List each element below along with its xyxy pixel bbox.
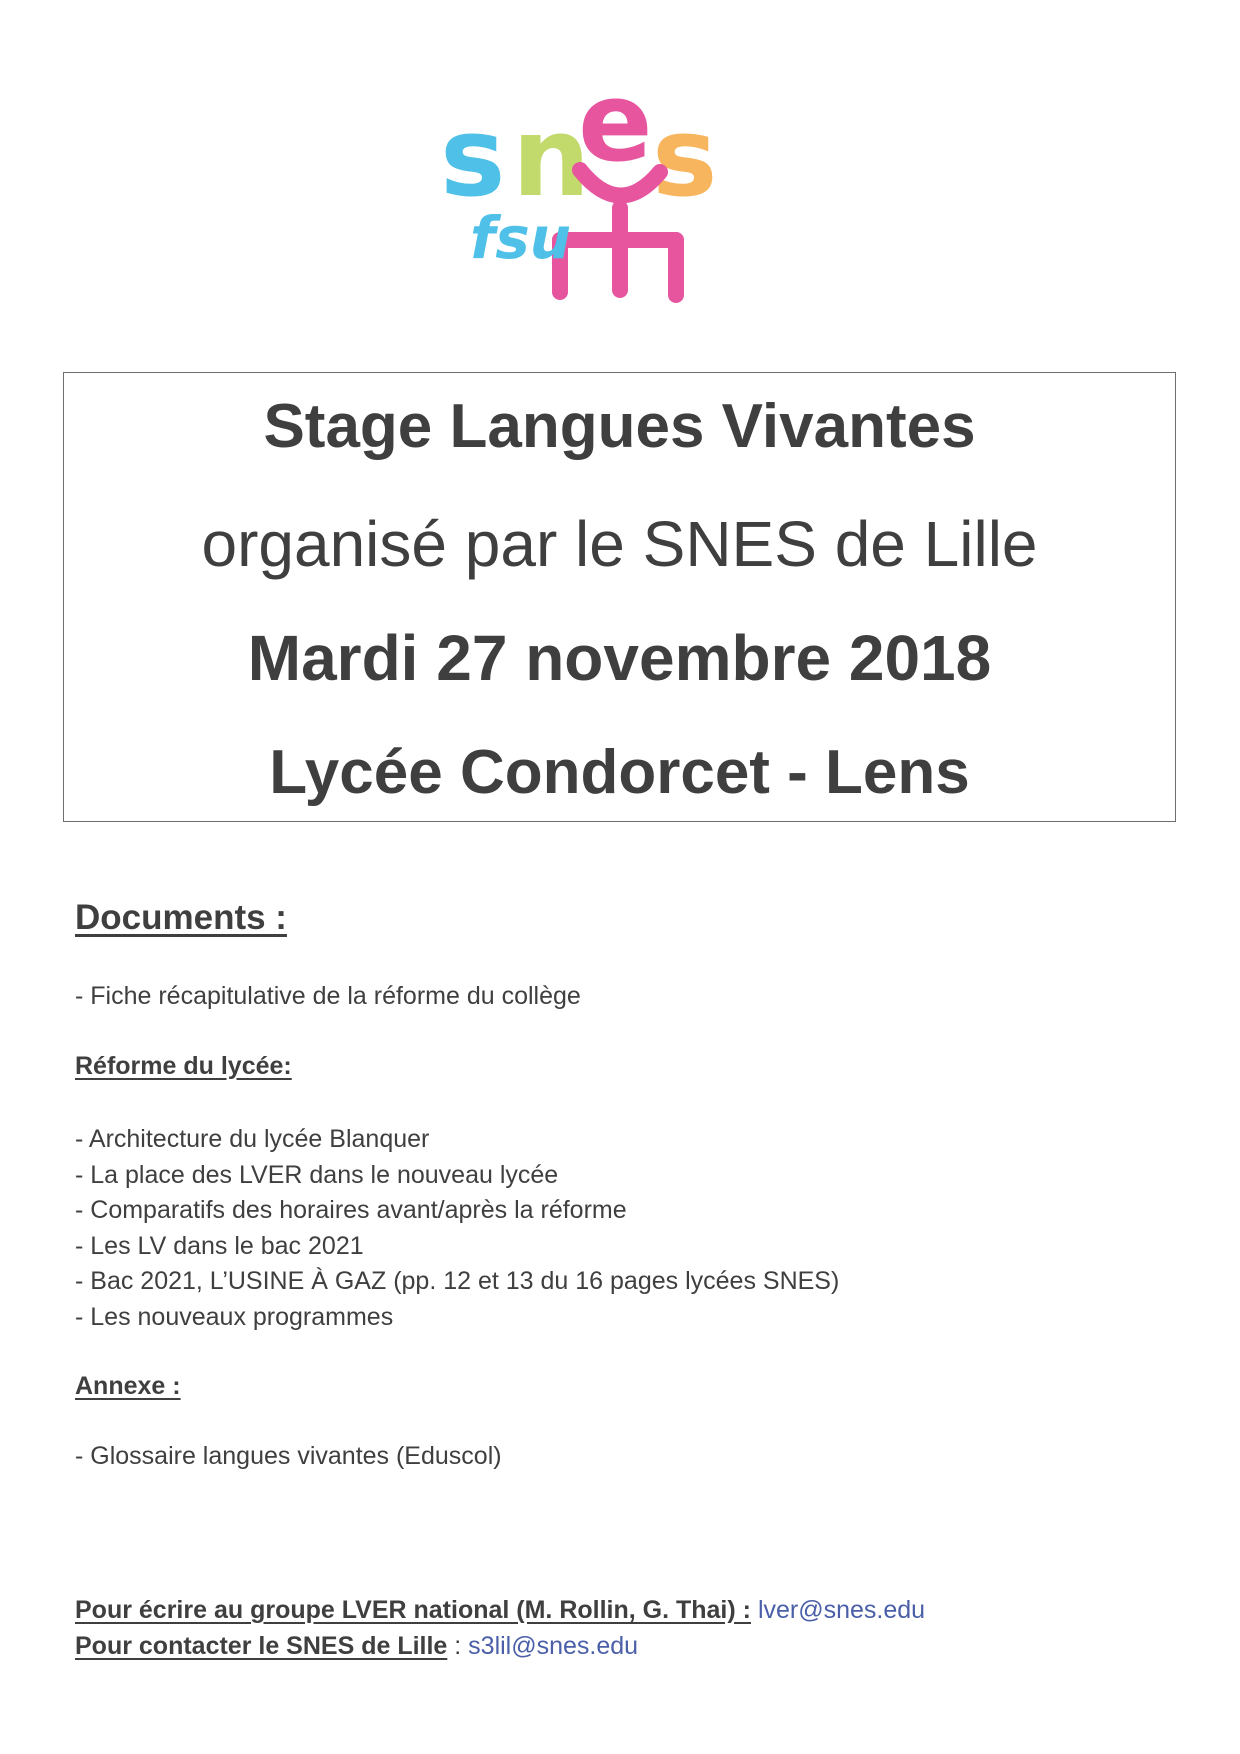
annexe-heading: Annexe :: [75, 1372, 181, 1400]
organizer-line: organisé par le SNES de Lille: [201, 508, 1038, 580]
logo-letter-n: n: [512, 93, 591, 221]
event-date: Mardi 27 novembre 2018: [247, 622, 992, 694]
list-item[interactable]: - Les LV dans le bac 2021: [75, 1231, 364, 1260]
glossaire-item[interactable]: - Glossaire langues vivantes (Eduscol): [75, 1442, 502, 1470]
contact-separator: :: [447, 1632, 469, 1660]
list-item[interactable]: - Les nouveaux programmes: [75, 1302, 394, 1331]
reforme-lycee-heading: Réforme du lycée:: [75, 1052, 292, 1080]
title-box: [63, 372, 1176, 822]
event-location: Lycée Condorcet - Lens: [269, 738, 970, 807]
contact-label: Pour écrire au groupe LVER national (M. Rollin, G. Thai) :: [75, 1596, 751, 1624]
reforme-lycee-list: [75, 1122, 839, 1335]
stage-title: Stage Langues Vivantes: [263, 392, 976, 461]
logo-letter-e: e: [578, 60, 653, 186]
fiche-college-item[interactable]: - Fiche récapitulative de la réforme du collège: [75, 982, 581, 1010]
logo-fsu-text: fsu: [470, 204, 572, 272]
contact-snes-lille: [75, 1632, 638, 1661]
contact-lver-national: [75, 1596, 925, 1625]
list-item[interactable]: - La place des LVER dans le nouveau lycée: [75, 1160, 559, 1189]
snes-fsu-logo: [420, 60, 820, 310]
list-item[interactable]: - Bac 2021, L’USINE À GAZ (pp. 12 et 13 du 16 pages lycées SNES): [75, 1267, 840, 1295]
list-item[interactable]: - Architecture du lycée Blanquer: [75, 1125, 430, 1153]
list-item[interactable]: - Comparatifs des horaires avant/après la réforme: [75, 1196, 627, 1224]
documents-heading: Documents :: [75, 898, 287, 937]
contact-label: Pour contacter le SNES de Lille: [75, 1632, 448, 1660]
email-link[interactable]: s3lil@snes.edu: [468, 1632, 639, 1660]
email-link[interactable]: lver@snes.edu: [757, 1596, 926, 1624]
contact-separator: [751, 1596, 758, 1624]
logo-letter-s1: s: [440, 93, 506, 221]
logo-letter-s2: s: [652, 93, 718, 221]
